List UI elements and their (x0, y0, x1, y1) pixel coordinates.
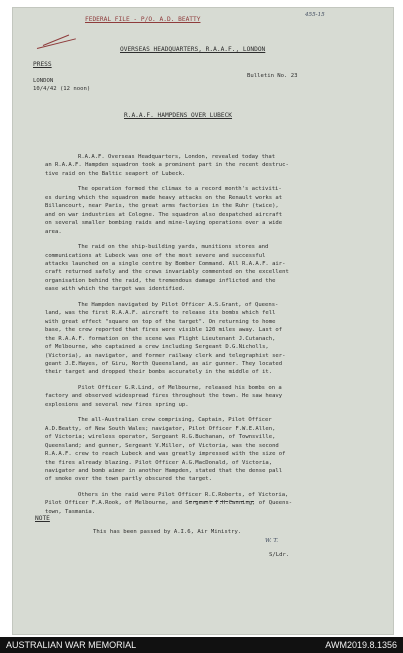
paragraph (45, 491, 381, 516)
text-line: The operation formed the climax to a record month's activiti- (78, 186, 282, 193)
text-line: of Melbourne, who captained a crew including Sergeant D.G.Nicholls, (45, 344, 269, 351)
text-line: and on war industries at Cologne. The squadron also despatched aircraft (45, 211, 283, 218)
paragraph (45, 185, 381, 236)
text-line: navigator and bomb aimer in another Hampden, stated that the dense pall (45, 467, 283, 474)
text-line: area. (45, 228, 62, 235)
handwritten-initials: W. T. (265, 538, 279, 544)
text-line: A.D.Beatty, of New South Wales; navigator, Pilot Officer F.W.E.Allen, (45, 425, 276, 432)
paragraph (45, 153, 381, 178)
office-heading: OVERSEAS HEADQUARTERS, R.A.A.F., LONDON (120, 46, 266, 53)
text-line: organisation behind the raid, the tremendous damage inflicted and the (45, 277, 276, 284)
divider-line (189, 501, 254, 502)
institution-name: AUSTRALIAN WAR MEMORIAL (6, 640, 137, 650)
document-title: R.A.A.F. HAMPDENS OVER LUBECK (124, 112, 233, 119)
text-line: R.A.A.F. crew to reach Lubeck and was greatly impressed with the size of (45, 451, 286, 458)
stamp-number: 455-15 (305, 12, 325, 18)
text-line: with great effect "square on top of the target". On returning to home (45, 318, 276, 325)
paragraph (45, 243, 381, 294)
note-text: This has been passed by A.I.6, Air Ministry. (93, 529, 242, 535)
text-line: the fires already blazing. Pilot Officer A.G.MacDonald, of Victoria, (45, 459, 273, 466)
text-line: land, was the first R.A.A.F. aircraft to release its bombs which fell (45, 310, 276, 317)
text-line: The raid on the ship-building yards, munitions stores and (78, 244, 269, 251)
press-release-body (45, 153, 381, 523)
note-label: NOTE (35, 515, 50, 522)
text-line: of Victoria; wireless operator, Sergeant R.G.Buchanan, of Townsville, (45, 434, 276, 441)
text-line: The all-Australian crew comprising, Captain, Pilot Officer (78, 417, 272, 424)
text-line: an R.A.A.F. Hampden squadron took a prominent part in the recent destruc- (45, 162, 289, 169)
text-line: geant J.E.Hayes, of Giru, North Queensland, as air gunner. They located (45, 360, 283, 367)
text-line: tive raid on the Baltic seaport of Lubeck. (45, 170, 186, 177)
text-line: craft returned safely and the crews invariably commented on the excellent (45, 269, 289, 276)
press-label: PRESS (33, 61, 52, 68)
text-line: explosions and several new fires spring up. (45, 401, 189, 408)
text-line: attacks launched on a single centre by Bomber Command. All R.A.A.F. air- (45, 260, 286, 267)
text-line: es during which the squadron made heavy attacks on the Renault works at (45, 194, 283, 201)
text-line: base, the crew reported that fires were visible 120 miles away. Last of (45, 327, 283, 334)
document-page (13, 8, 393, 634)
paragraph (45, 416, 381, 484)
text-line: (Victoria), as navigator, and former railway clerk and telegraphist ser- (45, 352, 286, 359)
text-line: Billancourt, near Paris, the great arms factories in the Ruhr (twice), (45, 203, 279, 210)
archive-footer (0, 637, 403, 653)
bulletin-number: Bulletin No. 23 (247, 73, 298, 79)
text-line: Pilot Officer G.R.Lind, of Melbourne, released his bombs on a (78, 384, 282, 391)
text-line: on several smaller bombing raids and mine-laying operations over a wide (45, 220, 283, 227)
paragraph (45, 301, 381, 377)
text-line: communications at Lubeck was one of the most severe and successful (45, 252, 266, 259)
text-line: ease with which the target was identified. (45, 286, 186, 293)
text-line: The Hampden navigated by Pilot Officer A.S.Grant, of Queens- (78, 301, 279, 308)
text-line: R.A.A.F. Overseas Headquarters, London, revealed today that (78, 154, 276, 160)
accession-number: AWM2019.8.1356 (325, 640, 397, 650)
date-time: 10/4/42 (12 noon) (33, 86, 91, 92)
text-line: Queensland; and gunner, Sergeant V.Miller, of Victoria, was the second (45, 442, 279, 449)
place-label: LONDON (33, 78, 54, 84)
paragraph (45, 384, 381, 409)
text-line: Pilot Officer F.A.Rook, of Melbourne, and Sergeant F.H.Canning, of Queens- (45, 500, 293, 507)
text-line: the R.A.A.F. formation on the scene was Flight Lieutenant J.Cutanach, (45, 335, 276, 342)
text-line: their target and dropped their bombs accurately in the middle of it. (45, 369, 273, 376)
signatory-rank: S/Ldr. (269, 552, 290, 558)
text-line: Others in the raid were Pilot Officer R.C.Roberts, of Victoria, (78, 491, 289, 498)
file-reference: FEDERAL FILE - P/O. A.D. BEATTY (85, 16, 201, 23)
text-line: factory and observed widespread fires throughout the town. He saw heavy (45, 393, 283, 400)
text-line: town, Tasmania. (45, 508, 96, 515)
text-line: of smoke over the town partly obscured the target. (45, 476, 212, 483)
